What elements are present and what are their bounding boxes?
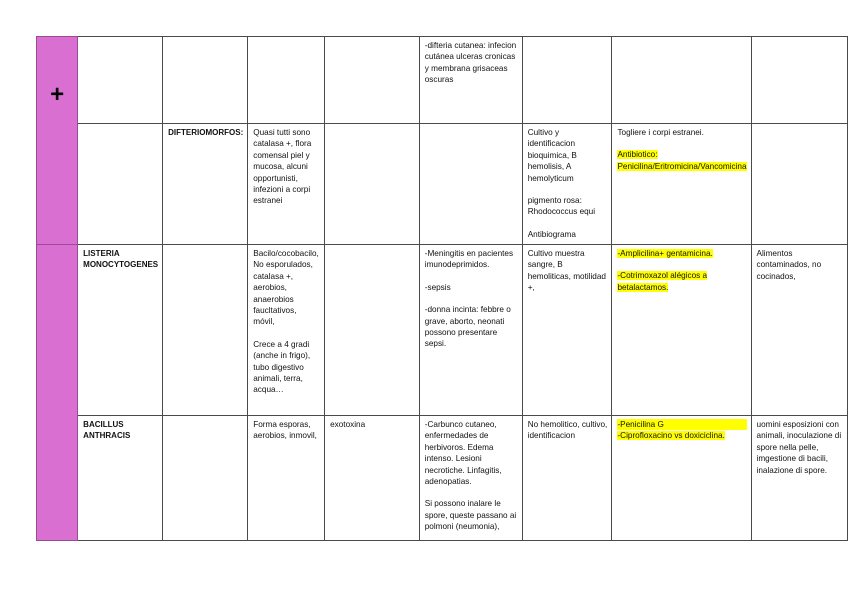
cell-toxin — [325, 124, 420, 245]
highlighted-text: -Penicilina G — [617, 419, 746, 430]
cell-toxin — [325, 37, 420, 124]
cell-transmission: uomini esposizioni con animali, inoculazione di spore nella pelle, imgestione di bacili, inalazione di spore. — [751, 416, 847, 541]
section-band — [37, 37, 78, 245]
cell-treatment — [612, 245, 751, 416]
cell-infection: -Carbunco cutaneo, enfermedades de herbivoros. Edema intenso. Lesioni necrotiche. Linfagitis, adenopatias. Si possono inalare le spore, queste passano ai polmoni (neumonia), — [419, 416, 522, 541]
cell-treatment — [612, 416, 751, 541]
cell-treatment: Togliere i corpi estranei. Antibiotico: Penicilina/Eritromicina/Vancomicina — [612, 124, 751, 245]
highlighted-text: Antibiotico: Penicilina/Eritromicina/Vancomicina — [617, 150, 747, 171]
table-row — [37, 416, 848, 541]
cell-name — [78, 37, 163, 124]
cell-treatment — [612, 37, 751, 124]
cell-features: Forma esporas, aerobios, inmovil, — [248, 416, 325, 541]
table-row — [37, 124, 848, 245]
cell-group — [163, 245, 248, 416]
cell-diagnosis: Cultivo y identificacion bioquimica, B hemolisis, A hemolyticum pigmento rosa: Rhodococcus equi Antibiograma — [522, 124, 612, 245]
highlighted-text: -Ciprofloxacino vs doxiciclina. — [617, 431, 725, 441]
cell-diagnosis: No hemolitico, cultivo, identificacion — [522, 416, 612, 541]
highlighted-text: -Cotrimoxazol alégicos a betalactamos. — [617, 271, 708, 292]
cell-infection: -difteria cutanea: infecion cutánea ulceras cronicas y membrana grisaceas oscuras — [419, 37, 522, 124]
cell-diagnosis — [522, 37, 612, 124]
cell-group — [163, 416, 248, 541]
section-band — [37, 245, 78, 541]
table-row — [37, 37, 848, 124]
cell-toxin: exotoxina — [325, 416, 420, 541]
plus-icon: + — [50, 81, 65, 108]
cell-name: LISTERIA MONOCYTOGENES — [78, 245, 163, 416]
highlighted-text: -Amplicilina+ gentamicina. — [617, 249, 713, 258]
cell-features: Quasi tutti sono catalasa +, flora comensal piel y mucosa, alcuni opportunisti, infezioni a corpi estranei — [248, 124, 325, 245]
notes-table — [36, 36, 848, 541]
cell-features: Bacilo/cocobacilo, No esporulados, catalasa +, aerobios, anaerobios faucltativos, móvil, Crece a 4 gradi (anche in frigo), tubo digestivo animali, terra, acqua… — [248, 245, 325, 416]
cell-group: DIFTERIOMORFOS: — [163, 124, 248, 245]
cell-transmission — [751, 124, 847, 245]
cell-transmission: Alimentos contaminados, no cocinados, — [751, 245, 847, 416]
cell-features — [248, 37, 325, 124]
cell-infection — [419, 124, 522, 245]
cell-name: BACILLUS ANTHRACIS — [78, 416, 163, 541]
cell-toxin — [325, 245, 420, 416]
cell-infection: -Meningitis en pacientes imunodeprimidos. -sepsis -donna incinta: febbre o grave, aborto, neonati possono presentare sepsi. — [419, 245, 522, 416]
cell-diagnosis: Cultivo muestra sangre, B hemoliticas, motilidad +, — [522, 245, 612, 416]
cell-transmission — [751, 37, 847, 124]
cell-group — [163, 37, 248, 124]
cell-name — [78, 124, 163, 245]
table-row — [37, 245, 848, 416]
